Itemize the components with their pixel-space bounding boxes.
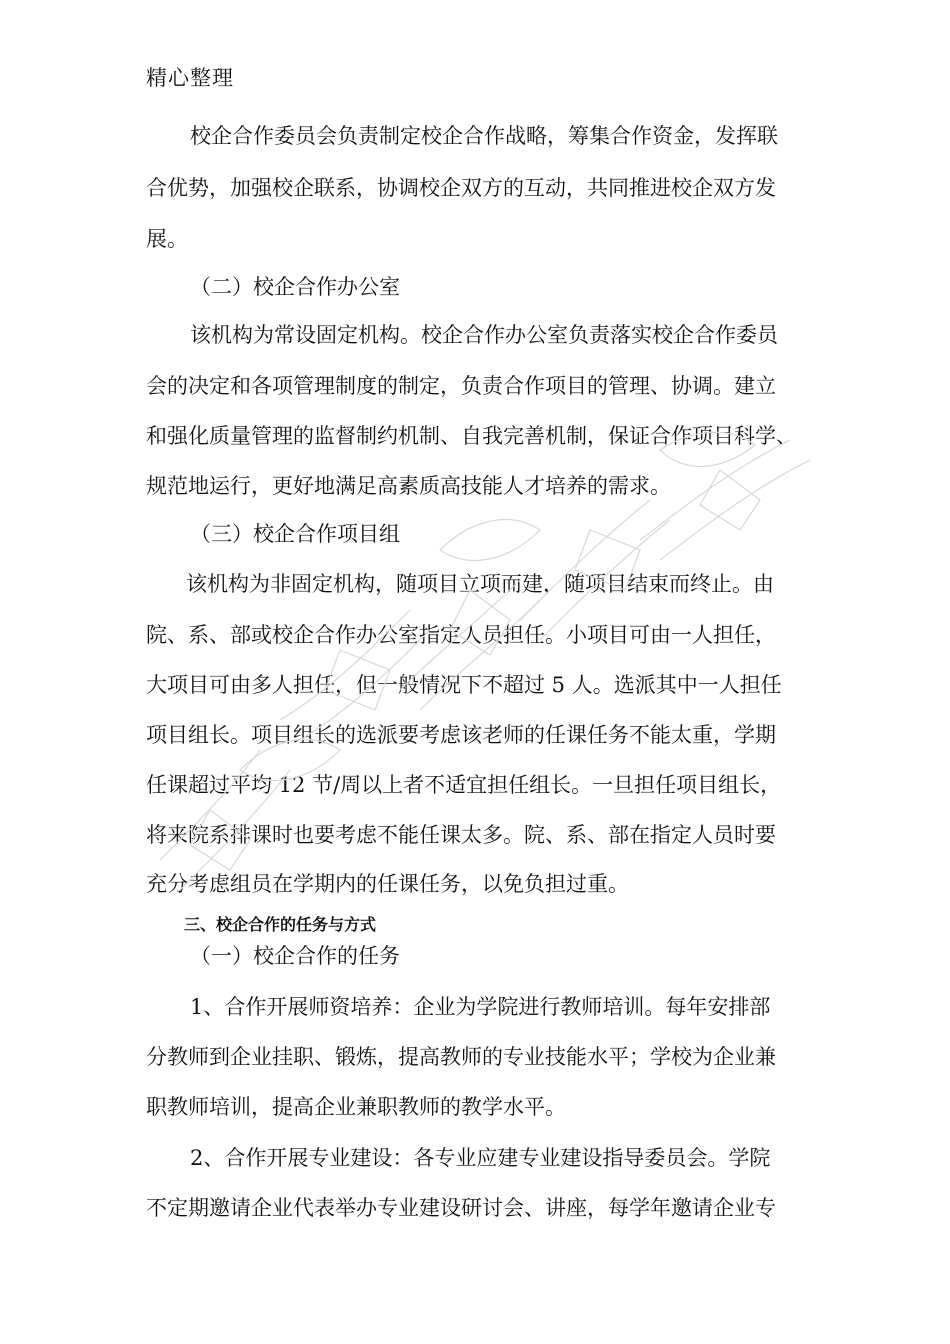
paragraph-line: 分教师到企业挂职、锻炼，提高教师的专业技能水平；学校为企业兼 bbox=[146, 1045, 776, 1069]
paragraph-line: 和强化质量管理的监督制约机制、自我完善机制，保证合作项目科学、 bbox=[146, 424, 797, 448]
chapter-heading: 三、校企合作的任务与方式 bbox=[184, 915, 377, 934]
page-header: 精心整理 bbox=[146, 66, 234, 90]
paragraph-line: 会的决定和各项管理制度的制定，负责合作项目的管理、协调。建立 bbox=[146, 374, 776, 398]
paragraph-line: 大项目可由多人担任，但一般情况下不超过 5 人。选派其中一人担任 bbox=[146, 673, 782, 697]
section-heading: （二）校企合作办公室 bbox=[190, 275, 400, 299]
paragraph-line: 任课超过平均 12 节/周以上者不适宜担任组长。一旦担任项目组长， bbox=[146, 773, 782, 797]
paragraph-line: 该机构为常设固定机构。校企合作办公室负责落实校企合作委员 bbox=[190, 323, 778, 347]
paragraph-line: 不定期邀请企业代表举办专业建设研讨会、讲座，每学年邀请企业专 bbox=[146, 1196, 776, 1220]
paragraph-line: 院、系、部或校企合作办公室指定人员担任。小项目可由一人担任， bbox=[146, 623, 776, 647]
paragraph-line: 规范地运行，更好地满足高素质高技能人才培养的需求。 bbox=[146, 474, 671, 498]
section-heading: （一）校企合作的任务 bbox=[190, 944, 400, 968]
paragraph-line: 1、合作开展师资培养：企业为学院进行教师培训。每年安排部 bbox=[190, 995, 771, 1019]
paragraph-line: 充分考虑组员在学期内的任课任务，以免负担过重。 bbox=[146, 872, 629, 896]
paragraph-line: 2、合作开展专业建设：各专业应建专业建设指导委员会。学院 bbox=[190, 1146, 771, 1170]
paragraph-line: 将来院系排课时也要考虑不能任课太多。院、系、部在指定人员时要 bbox=[146, 823, 776, 847]
section-heading: （三）校企合作项目组 bbox=[190, 522, 400, 546]
paragraph-line: 合优势，加强校企联系，协调校企双方的互动，共同推进校企双方发 bbox=[146, 176, 776, 200]
paragraph-line: 该机构为非固定机构，随项目立项而建，随项目结束而终止。由 bbox=[186, 572, 774, 596]
paragraph-line: 展。 bbox=[146, 227, 188, 251]
paragraph-line: 项目组长。项目组长的选派要考虑该老师的任课任务不能太重，学期 bbox=[146, 723, 776, 747]
paragraph-line: 校企合作委员会负责制定校企合作战略，筹集合作资金，发挥联 bbox=[190, 124, 778, 148]
paragraph-line: 职教师培训，提高企业兼职教师的教学水平。 bbox=[146, 1095, 566, 1119]
